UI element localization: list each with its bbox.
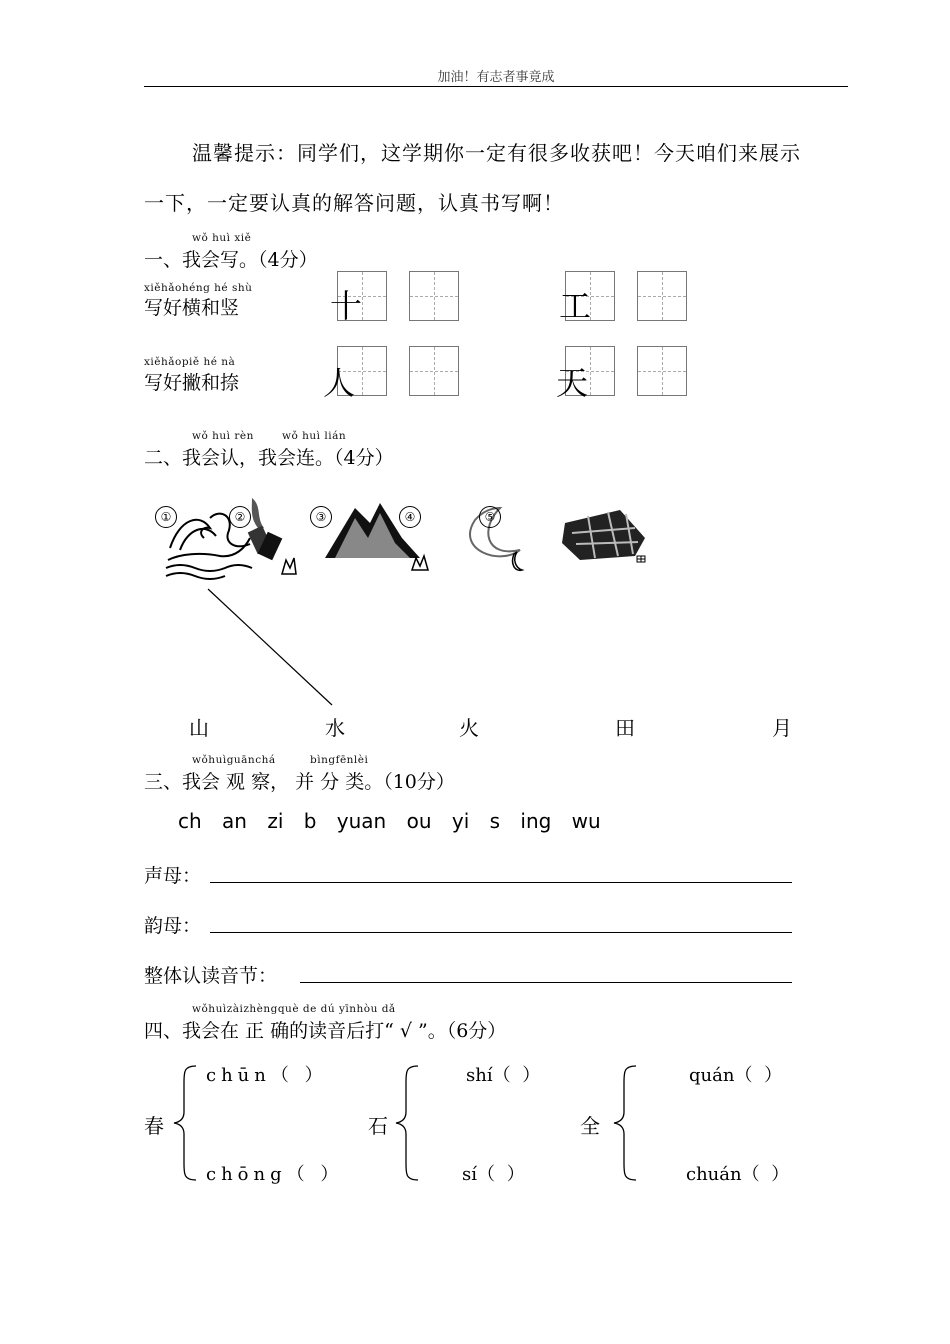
section2-pinyin-a: wǒ huì rèn: [192, 430, 254, 442]
writing-grid-blank[interactable]: [409, 346, 459, 396]
option-chong[interactable]: chōng（ ）: [206, 1164, 344, 1185]
field-picture: [562, 510, 645, 562]
option-si[interactable]: sí（ ）: [462, 1164, 525, 1185]
answer-huo[interactable]: 火: [459, 716, 479, 740]
blank-label-shengmu: 声母：: [144, 865, 202, 887]
section3-title: 三、我会 观 察， 并 分 类。（10分）: [144, 771, 455, 793]
brace-3: [610, 1062, 640, 1184]
model-char-gong: 工: [559, 287, 592, 325]
writing-grid-blank[interactable]: [409, 271, 459, 321]
brace-2: [392, 1062, 422, 1184]
section2-pinyin-b: wǒ huì lián: [282, 430, 347, 442]
blank-label-zhengti: 整体认读音节：: [144, 965, 278, 987]
answer-line-yunmu[interactable]: [210, 932, 792, 933]
picture-number-5: ⑤: [479, 506, 501, 528]
page-header: 加油！有志者事竟成: [437, 70, 555, 85]
pinyin-letters: ch an zi b yuan ou yi s ing wu: [178, 809, 601, 833]
section2-title: 二、我会认，我会连。（4分）: [144, 447, 394, 469]
section3-pinyin-a: wǒhuìguānchá: [192, 754, 276, 766]
answer-yue[interactable]: 月: [772, 716, 792, 740]
option-shi[interactable]: shí（ ）: [466, 1065, 541, 1086]
row1-pinyin: xiěhǎohéng hé shù: [144, 282, 253, 294]
model-char-shi: 十: [330, 287, 363, 325]
picture-number-2: ②: [229, 506, 251, 528]
group-char-shi: 石: [368, 1114, 388, 1138]
picture-number-3: ③: [310, 506, 332, 528]
header-rule: [144, 86, 848, 87]
model-char-ren: 人: [323, 364, 356, 402]
section1-title: 一、我会写。（4分）: [144, 249, 318, 271]
writing-grid-blank[interactable]: [637, 346, 687, 396]
option-quan[interactable]: quán（ ）: [689, 1065, 783, 1086]
option-chun[interactable]: chūn（ ）: [206, 1065, 328, 1086]
row2-label: 写好撇和捺: [144, 372, 240, 394]
answer-tian[interactable]: 田: [615, 716, 635, 740]
section1-pinyin: wǒ huì xiě: [192, 232, 252, 244]
option-chuan[interactable]: chuán（ ）: [686, 1164, 790, 1185]
row2-pinyin: xiěhǎopiě hé nà: [144, 356, 236, 368]
intro-line-2: 一下，一定要认真的解答问题，认真书写啊！: [144, 191, 564, 215]
intro-line-1: 温馨提示：同学们，这学期你一定有很多收获吧！今天咱们来展示: [192, 141, 801, 165]
section4-pinyin: wǒhuìzàizhèngquè de dú yīnhòu dǎ: [192, 1003, 396, 1015]
answer-shan[interactable]: 山: [189, 716, 209, 740]
section3-pinyin-b: bìngfēnlèi: [310, 754, 369, 766]
answer-line-shengmu[interactable]: [210, 882, 792, 883]
answer-line-zhengti[interactable]: [300, 982, 792, 983]
brace-1: [170, 1062, 200, 1184]
connecting-line: [200, 585, 340, 710]
picture-strip: [140, 488, 680, 588]
group-char-quan: 全: [580, 1114, 600, 1138]
section4-title: 四、我会在 正 确的读音后打“ √ ”。（6分）: [144, 1020, 507, 1042]
model-char-tian: 天: [556, 364, 589, 402]
picture-number-4: ④: [399, 506, 421, 528]
picture-number-1: ①: [155, 506, 177, 528]
answer-shui[interactable]: 水: [325, 716, 345, 740]
fire-picture: [248, 498, 296, 574]
blank-label-yunmu: 韵母：: [144, 915, 202, 937]
group-char-chun: 春: [144, 1114, 164, 1138]
writing-grid-blank[interactable]: [637, 271, 687, 321]
row1-label: 写好横和竖: [144, 297, 240, 319]
